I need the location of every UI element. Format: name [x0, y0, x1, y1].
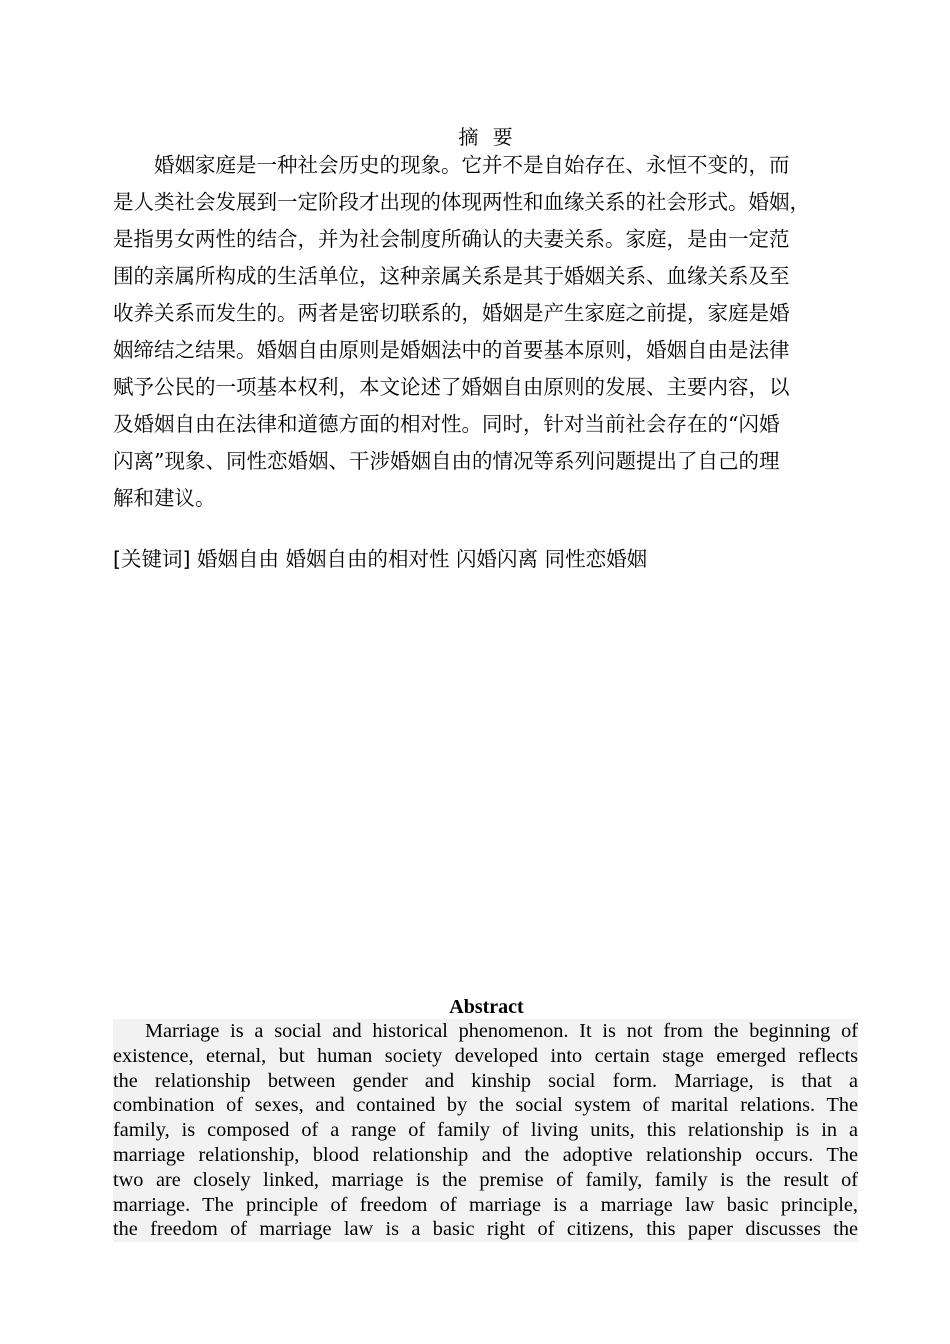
english-abstract-line: the freedom of marriage law is a basic right of citizens, this paper discusses the	[113, 1218, 858, 1241]
chinese-abstract-line: 是人类社会发展到一定阶段才出现的体现两性和血缘关系的社会形式。婚姻，	[113, 190, 810, 214]
english-abstract-line: family, is composed of a range of family of living units, this relationship is in a	[113, 1119, 858, 1142]
english-abstract-title: Abstract	[449, 996, 524, 1018]
chinese-abstract-line: 及婚姻自由在法律和道德方面的相对性。同时，针对当前社会存在的“闪婚	[113, 412, 780, 436]
chinese-abstract-line: 姻缔结之结果。婚姻自由原则是婚姻法中的首要基本原则，婚姻自由是法律	[113, 338, 790, 362]
chinese-abstract-line: 闪离”现象、同性恋婚姻、干涉婚姻自由的情况等系列问题提出了自己的理	[113, 449, 780, 473]
english-abstract-line: marriage. The principle of freedom of marriage is a marriage law basic principle,	[113, 1193, 858, 1216]
chinese-abstract-line: 婚姻家庭是一种社会历史的现象。它并不是自始存在、永恒不变的，而	[113, 153, 790, 177]
english-abstract-line: marriage relationship, blood relationship and the adoptive relationship occurs. The	[113, 1143, 858, 1166]
chinese-abstract-line: 解和建议。	[113, 486, 216, 510]
chinese-abstract-line: 围的亲属所构成的生活单位，这种亲属关系是其于婚姻关系、血缘关系及至	[113, 264, 790, 288]
keywords-row	[113, 542, 873, 576]
keywords-label: [关键词]	[113, 547, 191, 571]
english-abstract-line: Marriage is a social and historical phenomenon. It is not from the beginning of	[145, 1020, 858, 1042]
chinese-abstract-line: 赋予公民的一项基本权利，本文论述了婚姻自由原则的发展、主要内容，以	[113, 375, 790, 399]
chinese-abstract-line: 是指男女两性的结合，并为社会制度所确认的夫妻关系。家庭，是由一定范	[113, 227, 790, 251]
english-abstract-line: existence, eternal, but human society developed into certain stage emerged reflects	[113, 1044, 858, 1067]
english-abstract-body	[113, 1019, 858, 1242]
english-abstract-line: two are closely linked, marriage is the premise of family, family is the result of	[113, 1168, 858, 1191]
chinese-abstract-body	[113, 147, 873, 517]
chinese-abstract-title: 摘 要	[458, 125, 517, 149]
english-abstract-line: combination of sexes, and contained by the social system of marital relations. The	[113, 1094, 858, 1117]
english-abstract-line: the relationship between gender and kinship social form. Marriage, is that a	[113, 1069, 858, 1092]
keywords-text: 婚姻自由 婚姻自由的相对性 闪婚闪离 同性恋婚姻	[190, 547, 648, 571]
chinese-abstract-line: 收养关系而发生的。两者是密切联系的，婚姻是产生家庭之前提，家庭是婚	[113, 301, 790, 325]
